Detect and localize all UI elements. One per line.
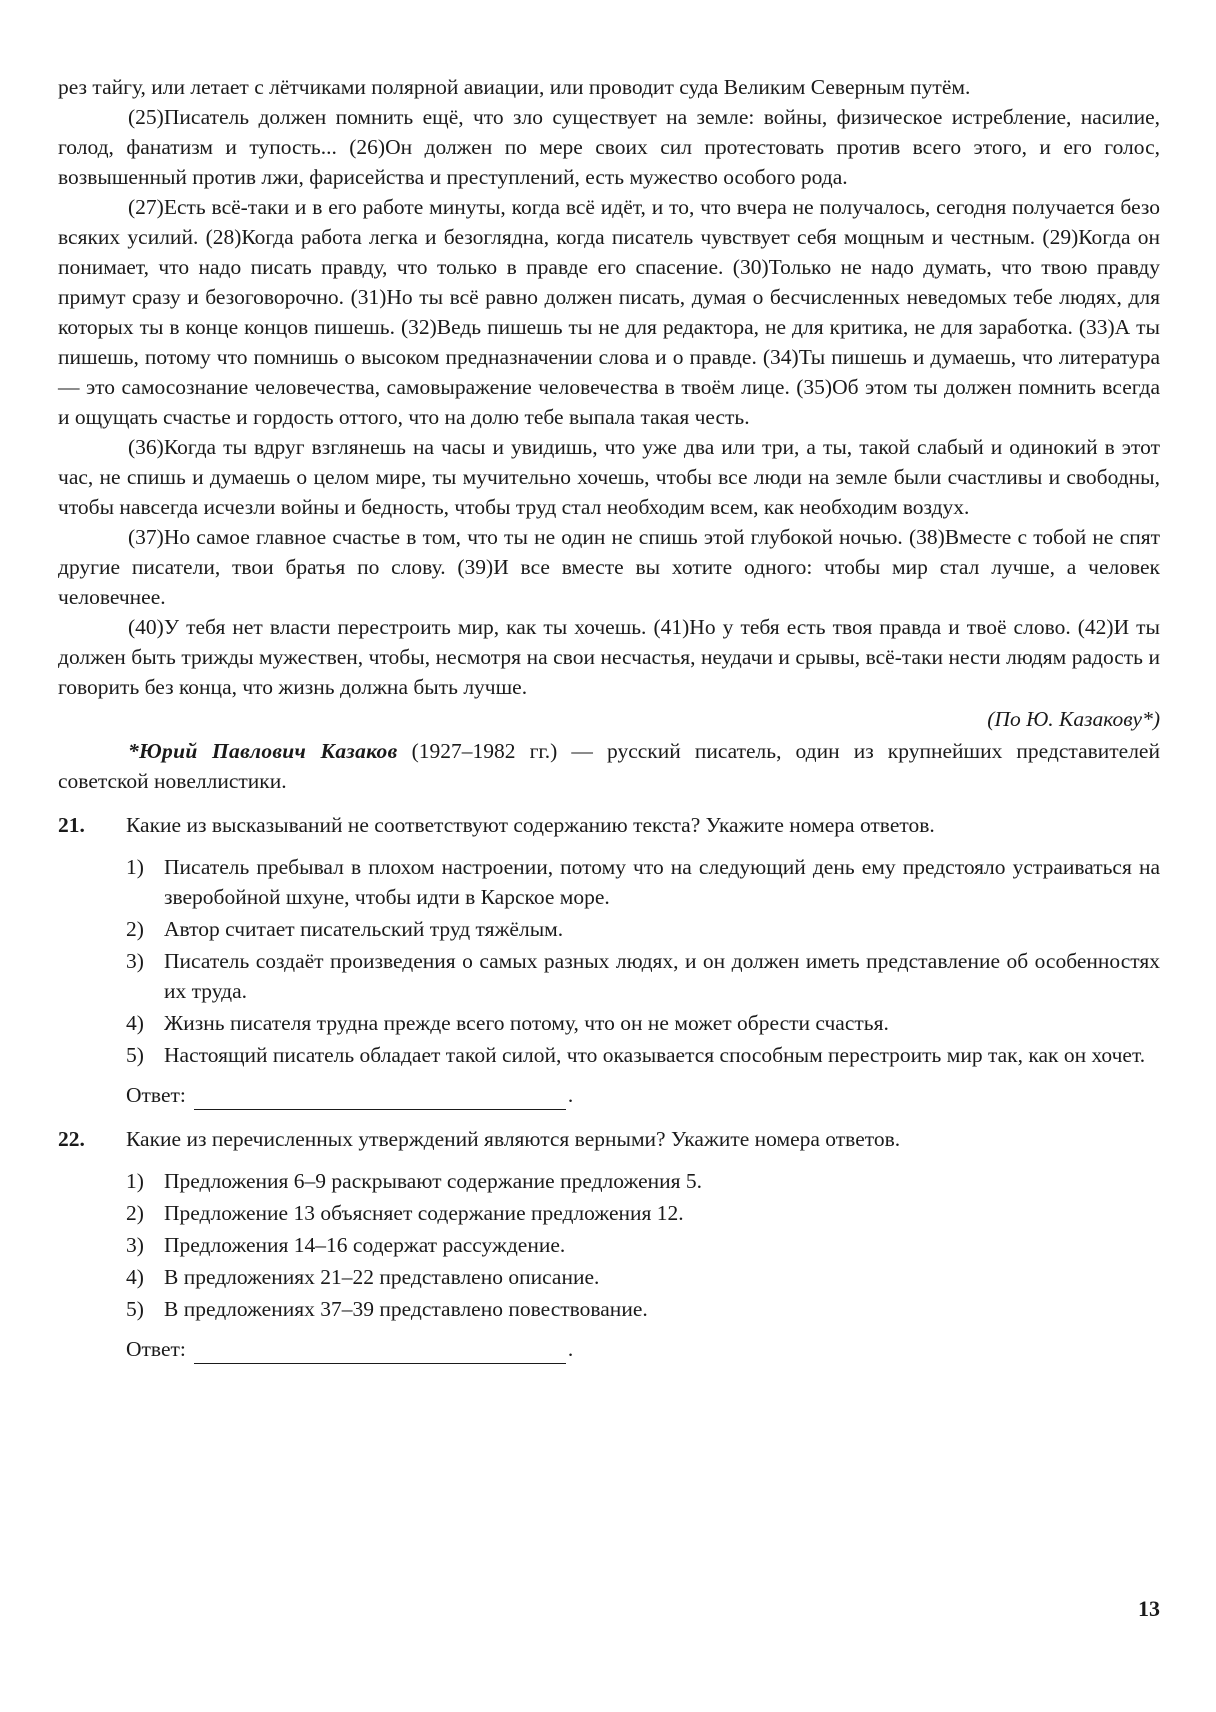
option-text: Предложения 14–16 содержат рассуждение. xyxy=(164,1233,566,1257)
option-item xyxy=(126,1040,1160,1070)
option-text: В предложениях 37–39 представлено повествование. xyxy=(164,1297,648,1321)
page-content xyxy=(58,72,1160,1364)
paragraph-37: (37)Но самое главное счастье в том, что ты не один не спишь этой глубокой ночью. (38)Вместе с тобой не спят другие писатели, твои братья по слову. (39)И все вместе вы хотите одного: чтобы мир стал лучше, а человек человечнее. xyxy=(58,525,1160,609)
paragraph-40: (40)У тебя нет власти перестроить мир, как ты хочешь. (41)Но у тебя есть твоя правда и твоё слово. (42)И ты должен быть трижды мужествен, чтобы, несмотря на свои несчастья, неудачи и срывы, всё-таки нести людям радость и говорить без конца, что жизнь должна быть лучше. xyxy=(58,615,1160,699)
option-item xyxy=(126,1262,1160,1292)
task-number: 22. xyxy=(58,1127,85,1151)
source-attribution: (По Ю. Казакову*) xyxy=(987,707,1160,731)
option-item xyxy=(126,1008,1160,1038)
option-number: 5) xyxy=(126,1297,144,1321)
option-text: В предложениях 21–22 представлено описание. xyxy=(164,1265,600,1289)
option-list xyxy=(126,1166,1160,1324)
answer-label: Ответ: xyxy=(126,1083,186,1107)
page-number: 13 xyxy=(1138,1596,1160,1621)
paragraph-25: (25)Писатель должен помнить ещё, что зло существует на земле: войны, физическое истребление, насилие, голод, фанатизм и тупость... (26)Он должен по мере своих сил протестовать против всего этого, и его голос, возвышенный против лжи, фарисейства и преступлений, есть мужество особого рода. xyxy=(58,105,1160,189)
option-number: 3) xyxy=(126,949,144,973)
option-text: Писатель создаёт произведения о самых разных людях, и он должен иметь представление об особенностях их труда. xyxy=(164,949,1160,1003)
option-number: 2) xyxy=(126,917,144,941)
option-number: 3) xyxy=(126,1233,144,1257)
answer-label: Ответ: xyxy=(126,1337,186,1361)
option-list xyxy=(126,852,1160,1070)
paragraph-27: (27)Есть всё-таки и в его работе минуты, когда всё идёт, и то, что вчера не получалось, сегодня получается безо всяких усилий. (28)Когда работа легка и безоглядна, когда писатель чувствует себя мощным и честным. (29)Когда он понимает, что надо писать правду, что только в правде его спасение. (30)Только не надо думать, что твою правду примут сразу и безоговорочно. (31)Но ты всё равно должен писать, думая о бесчисленных неведомых тебе людях, для которых ты в конце концов пишешь. (32)Ведь пишешь ты не для редактора, не для критика, не для заработка. (33)А ты пишешь, потому что помнишь о высоком предназначении слова и о правде. (34)Ты пишешь и думаешь, что литература — это самосознание человечества, самовыражение человечества в твоём лице. (35)Об этом ты должен помнить всегда и ощущать счастье и гордость оттого, что на долю тебе выпала такая честь. xyxy=(58,195,1160,429)
option-item xyxy=(126,946,1160,1006)
option-text: Писатель пребывал в плохом настроении, потому что на следующий день ему предстояло устраиваться на зверобойной шхуне, чтобы идти в Карское море. xyxy=(164,855,1160,909)
option-text: Предложение 13 объясняет содержание предложения 12. xyxy=(164,1201,684,1225)
answer-blank[interactable] xyxy=(194,1087,566,1110)
paragraph-36: (36)Когда ты вдруг взглянешь на часы и увидишь, что уже два или три, а ты, такой слабый и одинокий в этот час, не спишь и думаешь о целом мире, ты мучительно хочешь, чтобы все люди на земле были счастливы и свободны, чтобы навсегда исчезли войны и бедность, чтобы труд стал необходим всем, как необходим воздух. xyxy=(58,435,1160,519)
option-text: Жизнь писателя трудна прежде всего потому, что он не может обрести счастья. xyxy=(164,1011,889,1035)
option-number: 1) xyxy=(126,855,144,879)
option-text: Автор считает писательский труд тяжёлым. xyxy=(164,917,564,941)
option-item xyxy=(126,1294,1160,1324)
option-number: 1) xyxy=(126,1169,144,1193)
footnote-text: (1927–1982 гг.) — русский писатель, один из крупнейших представителей советской новеллистики. xyxy=(58,739,1160,793)
task-question: Какие из перечисленных утверждений являются верными? Укажите номера ответов. xyxy=(126,1127,901,1151)
option-text: Настоящий писатель обладает такой силой, что оказывается способным перестроить мир так, как он хочет. xyxy=(164,1043,1146,1067)
option-item xyxy=(126,852,1160,912)
option-number: 4) xyxy=(126,1265,144,1289)
author-footnote xyxy=(58,736,1160,796)
footnote-author-name: *Юрий Павлович Казаков xyxy=(128,739,398,763)
option-text: Предложения 6–9 раскрывают содержание предложения 5. xyxy=(164,1169,703,1193)
option-item xyxy=(126,914,1160,944)
option-item xyxy=(126,1230,1160,1260)
option-item xyxy=(126,1166,1160,1196)
answer-blank[interactable] xyxy=(194,1341,566,1364)
option-number: 2) xyxy=(126,1201,144,1225)
answer-row: Ответ: . xyxy=(126,1080,1160,1110)
option-number: 5) xyxy=(126,1043,144,1067)
task-number: 21. xyxy=(58,813,85,837)
task-question: Какие из высказываний не соответствуют содержанию текста? Укажите номера ответов. xyxy=(126,813,935,837)
task-22 xyxy=(58,1124,1160,1364)
option-item xyxy=(126,1198,1160,1228)
task-21 xyxy=(58,810,1160,1110)
option-number: 4) xyxy=(126,1011,144,1035)
answer-row: Ответ: . xyxy=(126,1334,1160,1364)
paragraph-continued: рез тайгу, или летает с лётчиками полярной авиации, или проводит суда Великим Северным путём. xyxy=(58,75,971,99)
